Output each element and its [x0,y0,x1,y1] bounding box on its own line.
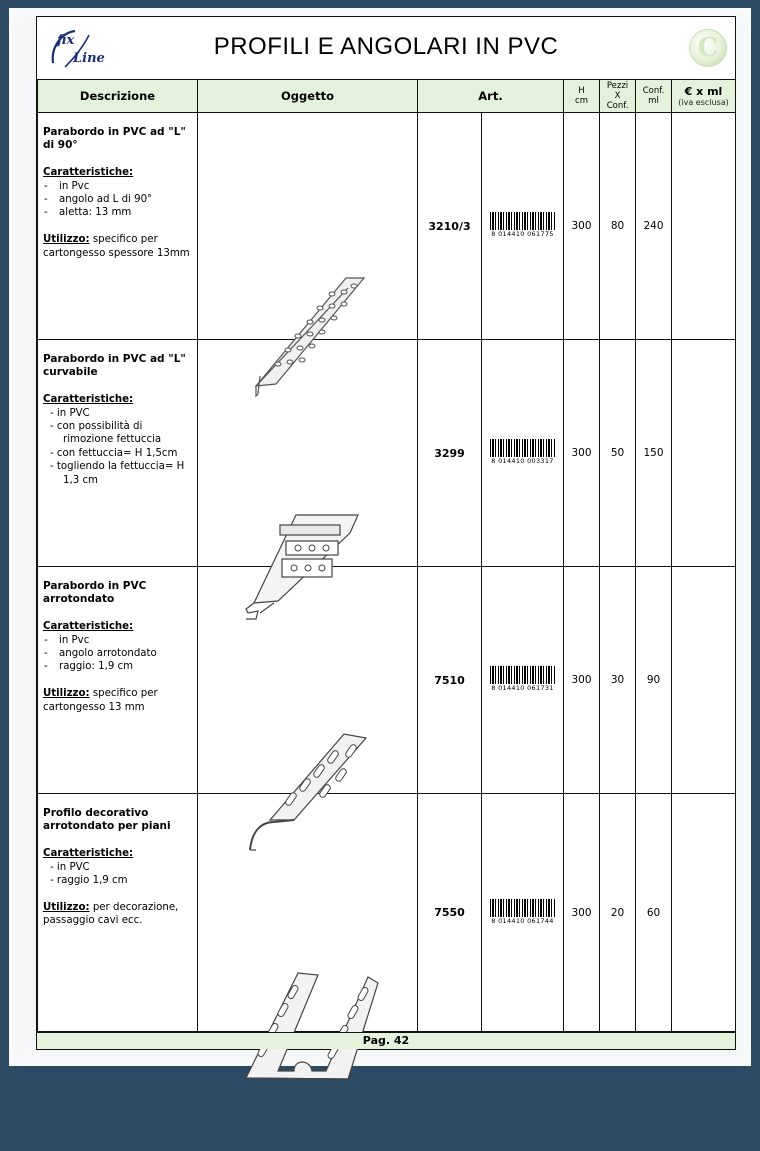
col-header-descrizione: Descrizione [38,80,198,113]
feature-item: - raggio: 1,9 cm [43,660,193,673]
article-code: 7510 [418,567,482,794]
feature-item: - in PVC [50,407,90,419]
feature-item: - in PVC [50,861,90,873]
description-cell [38,113,198,340]
header-row [38,80,736,113]
usage-value: per decorazione, passaggio cavi ecc. [43,901,179,927]
usage-value: specifico per cartongesso spessore 13mm [43,234,190,259]
page-title: PROFILI E ANGOLARI IN PVC [213,33,559,60]
features-heading: Caratteristiche: [43,394,134,406]
price-value [672,794,736,1032]
feature-item: - togliendo la fettuccia= H 1,3 cm [50,461,185,486]
barcode-number: 8 014410 061744 [491,916,554,925]
table-row [38,794,736,1032]
features-heading: Caratteristiche: [43,621,134,633]
feature-item: - angolo ad L di 90° [43,193,193,206]
product-image-cell [198,567,418,794]
barcode-cell [482,794,564,1032]
product-image-cell [198,340,418,567]
page-number: Pag. 42 [37,1032,735,1049]
product-name: Parabordo in PVC arrotondato [43,580,147,606]
feature-item: - con possibilità di rimozione fettuccia [50,421,162,446]
height-value: 300 [564,794,600,1032]
feature-item: - in Pvc [43,634,193,647]
feature-item: - aletta: 13 mm [43,206,193,219]
barcode [490,666,556,692]
article-code: 7550 [418,794,482,1032]
catalog-page [36,16,736,1050]
barcode-cell [482,113,564,340]
usage-heading: Utilizzo: [43,901,90,913]
barcode [490,439,556,465]
conf-ml-value: 240 [636,113,672,340]
h-label-line2: cm [575,96,588,106]
price-label: € x ml [684,85,723,98]
price-value [672,567,736,794]
logo-text-top: fix [57,33,75,48]
usage-text [43,901,193,928]
features-heading: Caratteristiche: [43,167,134,179]
pieces-value: 30 [600,567,636,794]
usage-text [43,687,193,714]
pieces-value: 50 [600,340,636,567]
table-row [38,113,736,340]
product-image-cell [198,794,418,1032]
feature-item: - con fettuccia= H 1,5cm [50,447,178,459]
usage-heading: Utilizzo: [43,234,90,246]
usage-value: specifico per cartongesso 13 mm [43,688,158,713]
product-name: Profilo decorativo arrotondato per piani [43,807,171,833]
barcode-number: 8 014410 003317 [491,457,554,465]
pezzi-label-line2: X [614,91,621,101]
barcode-cell [482,340,564,567]
barcode-bars-icon [490,439,556,457]
col-header-price [672,80,736,113]
logo-text-bottom: Line [73,51,105,66]
product-table [37,79,736,1032]
height-value: 300 [564,567,600,794]
conf-ml-value: 150 [636,340,672,567]
col-header-art: Art. [418,80,564,113]
height-value: 300 [564,340,600,567]
description-cell [38,567,198,794]
product-name: Parabordo in PVC ad "L" di 90° [43,126,186,152]
h-label-line1: H [578,86,585,96]
conf-ml-value: 90 [636,567,672,794]
conf-label-line2: ml [648,96,659,106]
usage-text [43,233,193,260]
pezzi-label-line3: Conf. [606,101,629,111]
col-header-pezzi [600,80,636,113]
title-row [37,17,735,80]
height-value: 300 [564,113,600,340]
col-header-h [564,80,600,113]
barcode-bars-icon [490,666,556,684]
barcode-cell [482,567,564,794]
price-note: (iva esclusa) [678,98,729,107]
price-value [672,113,736,340]
col-header-oggetto: Oggetto [198,80,418,113]
usage-heading: Utilizzo: [43,688,90,700]
barcode-bars-icon [490,899,556,917]
barcode [490,212,556,238]
description-cell [38,340,198,567]
feature-item: - raggio 1,9 cm [50,875,128,887]
features-heading: Caratteristiche: [43,848,134,860]
c-badge-logo: C [689,29,727,67]
product-image-cell [198,113,418,340]
article-code: 3299 [418,340,482,567]
barcode-bars-icon [490,212,556,230]
conf-ml-value: 60 [636,794,672,1032]
conf-label-line1: Conf. [642,86,665,96]
pezzi-label-line1: Pezzi [606,81,629,91]
pieces-value: 20 [600,794,636,1032]
article-code: 3210/3 [418,113,482,340]
table-row [38,567,736,794]
barcode-number: 8 014410 061731 [491,684,554,692]
feature-item: - in Pvc [43,180,193,193]
barcode [490,899,556,925]
page-frame [9,8,751,1066]
col-header-conf [636,80,672,113]
barcode-number: 8 014410 061775 [491,230,554,238]
description-cell [38,794,198,1032]
feature-item: - angolo arrotondato [43,647,193,660]
pieces-value: 80 [600,113,636,340]
table-row [38,340,736,567]
product-name: Parabordo in PVC ad "L" curvabile [43,353,186,379]
price-value [672,340,736,567]
